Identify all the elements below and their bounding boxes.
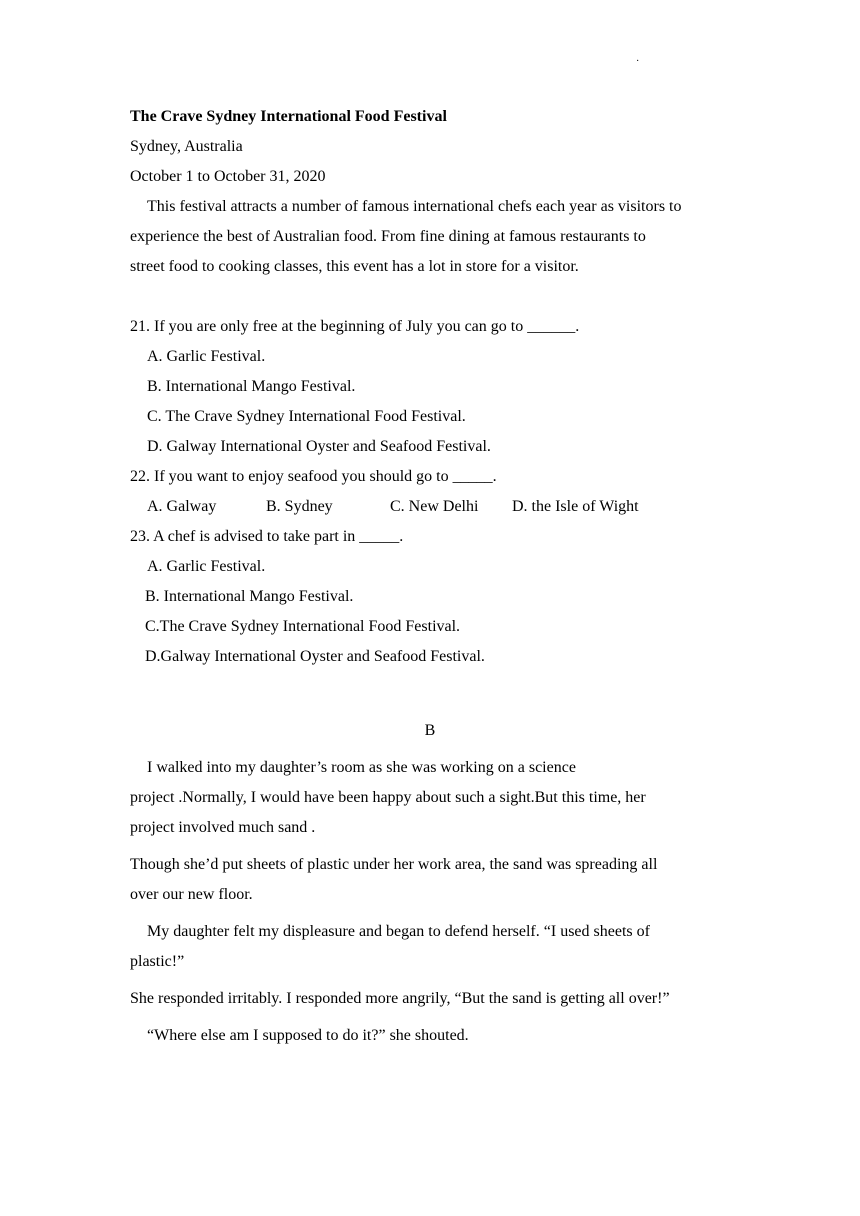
question-21-option-c: C. The Crave Sydney International Food Festival. (147, 408, 466, 425)
question-21-option-b: B. International Mango Festival. (147, 378, 356, 395)
question-23-option-b: B. International Mango Festival. (145, 588, 354, 605)
passage-b-paragraph-5: “Where else am I supposed to do it?” she shouted. (147, 1027, 469, 1044)
paragraph-gap (130, 977, 730, 984)
passage-a-description-line: experience the best of Australian food. From fine dining at famous restaurants to (130, 228, 646, 245)
passage-a-dates: October 1 to October 31, 2020 (130, 168, 326, 185)
question-22-options (130, 492, 730, 522)
question-21-stem: 21. If you are only free at the beginning of July you can go to ______. (130, 318, 580, 335)
page-mark: · (636, 56, 640, 67)
passage-b-paragraph-3-line: plastic!” (130, 953, 185, 970)
question-22-option-b: B. Sydney (266, 498, 333, 515)
passage-a-description-line: street food to cooking classes, this event has a lot in store for a visitor. (130, 258, 579, 275)
blank-line (130, 282, 730, 312)
section-gap (130, 746, 730, 753)
question-22-option-c: C. New Delhi (390, 498, 479, 515)
passage-a-title: The Crave Sydney International Food Festival (130, 108, 447, 125)
passage-b-paragraph-2-line: Though she’d put sheets of plastic under her work area, the sand was spreading all (130, 856, 658, 873)
question-22-stem: 22. If you want to enjoy seafood you should go to _____. (130, 468, 497, 485)
question-21-option-a: A. Garlic Festival. (147, 348, 266, 365)
question-21-option-d: D. Galway International Oyster and Seafood Festival. (147, 438, 491, 455)
passage-b-paragraph-3-line: My daughter felt my displeasure and began to defend herself. “I used sheets of (147, 923, 650, 940)
section-gap (130, 672, 730, 716)
passage-b-paragraph-1-line: project involved much sand . (130, 819, 316, 836)
passage-a-description-line: This festival attracts a number of famous international chefs each year as visitors to (147, 198, 682, 215)
passage-b-paragraph-1-line: project .Normally, I would have been happy about such a sight.But this time, her (130, 789, 646, 806)
passage-a-location: Sydney, Australia (130, 138, 243, 155)
question-22-option-a: A. Galway (147, 498, 217, 515)
document-page (130, 102, 730, 1051)
passage-b-paragraph-4: She responded irritably. I responded more angrily, “But the sand is getting all over!” (130, 990, 670, 1007)
question-22-option-d: D. the Isle of Wight (512, 498, 639, 515)
passage-b-paragraph-1-line: I walked into my daughter’s room as she was working on a science (147, 759, 576, 776)
question-23-option-c: C.The Crave Sydney International Food Festival. (145, 618, 461, 635)
paragraph-gap (130, 1014, 730, 1021)
passage-b-heading: B (424, 722, 436, 739)
paragraph-gap (130, 910, 730, 917)
paragraph-gap (130, 843, 730, 850)
question-23-stem: 23. A chef is advised to take part in _____. (130, 528, 404, 545)
question-23-option-d: D.Galway International Oyster and Seafood Festival. (145, 648, 485, 665)
question-23-option-a: A. Garlic Festival. (147, 558, 266, 575)
passage-b-paragraph-2-line: over our new floor. (130, 886, 253, 903)
